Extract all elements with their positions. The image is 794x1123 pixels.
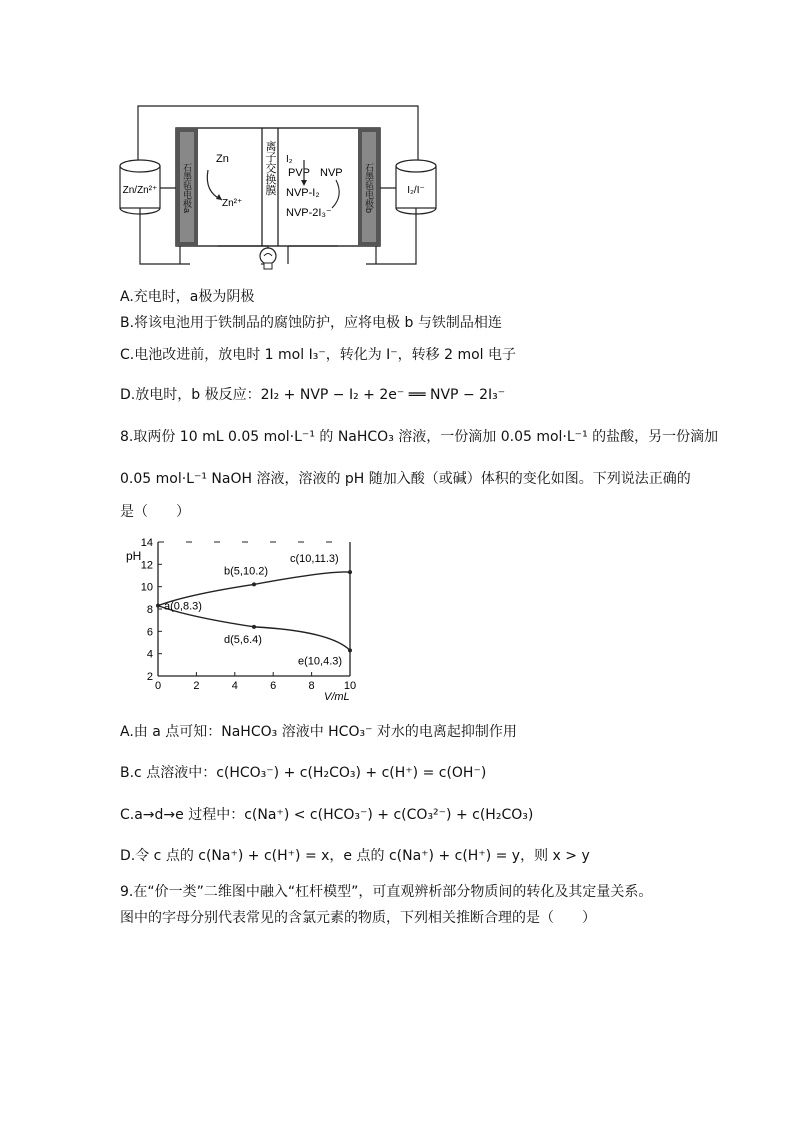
q8-option-c: C.a→d→e 过程中：c(Na⁺) < c(HCO₃⁻) + c(CO₃²⁻) + c(H₂CO₃) <box>120 807 534 823</box>
q7-option-d: D.放电时，b 极反应：2I₂ + NVP − I₂ + 2e⁻ ══ NVP − 2I₃⁻ <box>120 387 506 403</box>
q8-stem-line3: 是（ ） <box>120 504 190 520</box>
pvp-label: PVP <box>288 167 311 179</box>
membrane-label: 离子交换膜 <box>264 140 276 196</box>
nvp-2i3-label: NVP-2I₃⁻ <box>286 207 332 219</box>
q8-stem-line2: 0.05 mol·L⁻¹ NaOH 溶液，溶液的 pH 随加入酸（或碱）体积的变化如图。下列说法正确的 <box>120 471 691 487</box>
q8-option-a: A.由 a 点可知：NaHCO₃ 溶液中 HCO₃⁻ 对水的电离起抑制作用 <box>120 724 517 740</box>
x-tick-label: 6 <box>270 680 277 692</box>
q9-stem-line1: 9.在“价一类”二维图中融入“杠杆模型”，可直观辨析部分物质间的转化及其定量关系。 <box>120 884 653 900</box>
y-tick-label: 8 <box>146 604 153 616</box>
y-tick-label: 6 <box>146 626 153 639</box>
data-point <box>156 604 160 608</box>
left-electrode-label: 石墨毡电极a <box>182 162 192 214</box>
x-tick-label: 4 <box>231 680 238 692</box>
q9-stem-line2: 图中的字母分别代表常见的含氯元素的物质，下列相关推断合理的是（ ） <box>120 910 596 926</box>
q8-option-b: B.c 点溶液中：c(HCO₃⁻) + c(H₂CO₃) + c(H⁺) = c(OH⁻) <box>120 765 487 781</box>
data-point-label: d(5,6.4) <box>224 633 262 646</box>
y-axis-label: pH <box>126 549 142 563</box>
data-point <box>348 570 352 574</box>
data-point <box>348 648 352 652</box>
right-tank <box>396 160 436 214</box>
y-tick-label: 12 <box>140 559 153 572</box>
data-point <box>252 582 256 586</box>
q7-option-c: C.电池改进前，放电时 1 mol I₃⁻，转化为 I⁻，转移 2 mol 电子 <box>120 347 517 363</box>
i2-label: I₂ <box>286 154 293 165</box>
data-point-label: c(10,11.3) <box>290 553 339 566</box>
x-tick-label: 0 <box>154 680 162 692</box>
q8-stem-line1: 8.取两份 10 mL 0.05 mol·L⁻¹ 的 NaHCO₃ 溶液，一份滴加 0.05 mol·L⁻¹ 的盐酸，另一份滴加 <box>120 429 719 445</box>
zn-label: Zn <box>216 153 229 165</box>
left-tank-label: Zn/Zn²⁺ <box>122 185 158 196</box>
nvp-label: NVP <box>320 167 343 179</box>
x-axis-label: V/mL <box>324 691 350 702</box>
zn2-label: Zn²⁺ <box>222 198 243 209</box>
data-point <box>252 625 256 629</box>
ph-chart <box>118 532 368 702</box>
q8-option-d: D.令 c 点的 c(Na⁺) + c(H⁺) = x，e 点的 c(Na⁺) + c(H⁺) = y，则 x > y <box>120 848 590 864</box>
battery-diagram <box>118 96 438 276</box>
x-tick-label: 10 <box>343 680 357 692</box>
right-electrode-label: 石墨毡电极b <box>364 162 374 214</box>
q7-option-b: B.将该电池用于铁制品的腐蚀防护，应将电极 b 与铁制品相连 <box>120 315 502 331</box>
data-point-label: b(5,10.2) <box>224 565 269 578</box>
y-tick-label: 4 <box>146 648 153 661</box>
nvp-i2-label: NVP-I₂ <box>286 187 320 199</box>
y-tick-label: 10 <box>140 581 153 594</box>
data-point-label: a(0,8.3) <box>164 600 202 613</box>
q7-option-a: A.充电时，a极为阴极 <box>120 289 255 305</box>
x-tick-label: 8 <box>308 680 315 692</box>
data-point-label: e(10,4.3) <box>298 655 343 668</box>
left-tank <box>120 160 160 214</box>
y-tick-label: 2 <box>146 671 153 683</box>
y-tick-label: 14 <box>140 537 153 549</box>
light-bulb-icon <box>260 248 276 269</box>
right-tank-label: I₂/I⁻ <box>407 185 425 196</box>
x-tick-label: 2 <box>193 680 200 692</box>
